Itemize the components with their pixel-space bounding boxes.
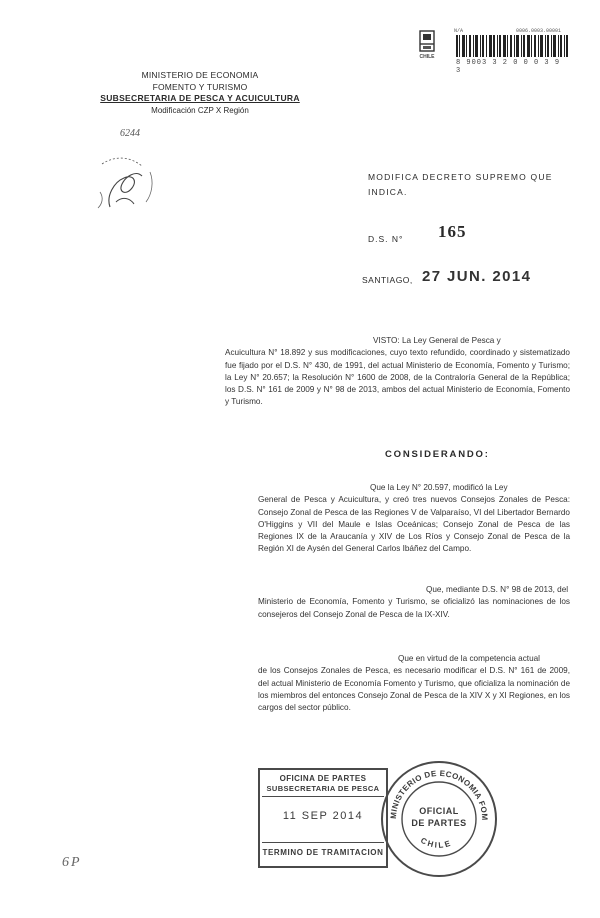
official-round-seal [378,758,500,880]
ds-number: 165 [438,222,467,241]
stamp-divider [262,842,384,843]
considerando-paragraph-3 [258,653,570,714]
barcode-number: 8 9003 3 2 0 0 0 3 9 3 [456,59,561,75]
seal-center-line-2: DE PARTES [411,818,467,828]
svg-text:CHILE [419,836,453,850]
considerando-heading: CONSIDERANDO: [385,449,490,460]
stamp-line-2: SUBSECRETARIA DE PESCA [266,784,380,793]
logo-mark-icon [412,30,442,54]
chile-government-logo [412,30,442,64]
visto-paragraph [225,335,570,409]
visto-first-line: VISTO: La Ley General de Pesca y [373,336,501,345]
paragraph-2-first-line: Que, mediante D.S. N° 98 de 2013, del [426,585,569,594]
seal-bottom-text: CHILE [419,835,454,850]
letterhead [95,70,305,116]
paragraph-2-body: Ministerio de Economía, Fomento y Turismo, se oficializó las nominaciones de los consejeros del Consejo Zonal de Pesca de la IX-XIV. [258,597,570,619]
stamp-divider [262,796,384,797]
paragraph-1-first-line: Que la Ley N° 20.597, modificó la Ley [370,483,508,492]
seal-ring-text: MINISTERIO DE ECONOMIA FOM [388,768,490,821]
seal-center-line-1: OFICIAL [419,806,459,816]
decree-date-stamp: 27 JUN. 2014 [422,268,532,285]
initials-signature-icon [92,152,162,214]
paragraph-3-body: de los Consejos Zonales de Pesca, es necesario modificar el D.S. N° 161 de 2009, del actual Ministerio de Economía Fomento y Turismo, que oficializa la nominación de los miembros del entonces Consejo Zonal de Pesca de la XIV X y XI Regiones, en los cargos del sector público. [258,666,570,713]
handwritten-note: 6P [62,855,82,870]
subsecretaria-name: SUBSECRETARIA DE PESCA Y ACUICULTURA [100,93,300,103]
oficina-de-partes-stamp [258,768,388,868]
barcode-caption-left: N/A [454,28,464,34]
considerando-paragraph-2 [258,584,570,621]
considerando-paragraph-1 [258,482,570,556]
stamp-date: 11 SEP 2014 [282,810,364,822]
ds-label: D.S. N° [368,234,404,244]
modification-reference: Modificación CZP X Región [151,105,249,115]
ministry-name: MINISTERIO DE ECONOMIA [141,70,259,80]
ministry-name-line2: FOMENTO Y TURISMO [152,81,248,92]
barcode-block [452,28,570,75]
visto-body: Acuicultura N° 18.892 y sus modificaciones, cuyo texto refundido, coordinado y sistematizado fue fijado por el D.S. N° 430, de 1991, del actual Ministerio de Economía, Fomento y Turismo; la Ley N° 20.657; la Resolución N° 1600 de 2008, de la Contraloría General de la República; los D.S. N° 161 de 2009 y N° 98 de 2013, ambos del actual Ministerio de Economía, Fomento y Turismo. [225,348,570,407]
stamp-line-4: TERMINO DE TRAMITACION [262,848,384,857]
decree-title: MODIFICA DECRETO SUPREMO QUE INDICA. [368,172,553,197]
barcode-icon [456,35,568,57]
paragraph-3-first-line: Que en virtud de la competencia actual [398,654,541,663]
paragraph-1-body: General de Pesca y Acuicultura, y creó tres nuevos Consejos Zonales de Pesca: Consejo Zonal de Pesca de las Regiones V de Valparaíso, VI del Libertador Bernardo O'Higgins y VII del Maule e Islas Oceánicas; Consejo Zonal de Pesca de las Regiones IX de la Araucanía y XIV de Los Ríos y Consejo Zonal de Pesca de la Región XI de Aysén del General Carlos Ibáñez del Campo. [258,495,570,554]
handwritten-number: 6244 [120,128,140,139]
santiago-label: SANTIAGO, [362,275,413,285]
barcode-caption-right: 0006.0003.00001 [516,28,562,34]
stamp-line-1: OFICINA DE PARTES [279,774,367,783]
logo-caption: CHILE [419,54,435,60]
